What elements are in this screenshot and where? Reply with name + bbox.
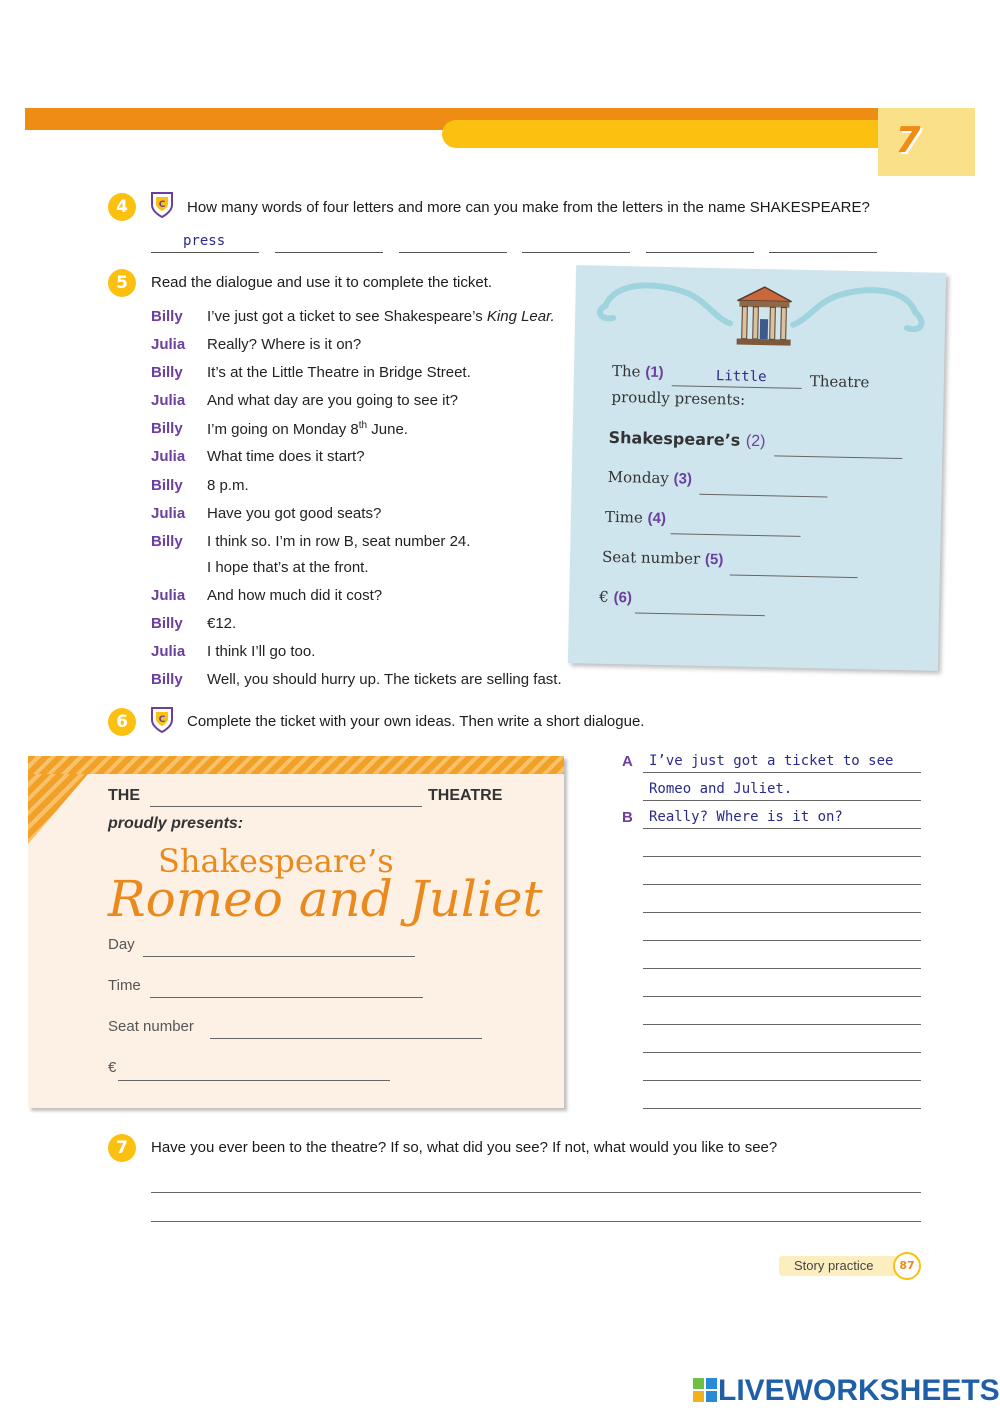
ot-seat: Seat number — [108, 1018, 194, 1035]
question-number-6: 6 — [108, 708, 136, 736]
tb-time: Time — [604, 507, 644, 527]
dialogue-line-text: Well, you should hurry up. The tickets are selling fast. — [207, 671, 562, 688]
ticket-answer-3[interactable] — [699, 476, 827, 498]
ot-the: THE — [108, 787, 140, 804]
ot-presents: proudly presents: — [108, 815, 244, 832]
ot-theatre-name-input[interactable] — [150, 788, 422, 807]
q4-answer-3[interactable] — [399, 232, 507, 253]
dialogue-line — [207, 559, 369, 576]
dialogue-line-6[interactable] — [643, 892, 921, 913]
dialogue-line-sup: th — [358, 420, 368, 431]
dialogue-speaker: Julia — [151, 336, 186, 353]
tb-number-2: (2) — [745, 432, 766, 451]
svg-text:C: C — [158, 715, 166, 725]
dialogue-speaker: Billy — [151, 671, 183, 688]
ticket-answer-4[interactable] — [671, 515, 801, 537]
ticket-answer-5[interactable] — [730, 556, 858, 578]
dialogue-line-13[interactable] — [643, 1088, 921, 1109]
dialogue-speaker: Julia — [151, 587, 186, 604]
ot-shakespeare: Shakespeare’s — [158, 842, 394, 880]
dialogue-speaker: Julia — [151, 448, 186, 465]
dialogue-speaker: Billy — [151, 615, 183, 632]
dialogue-line-text: Have you got good seats? — [207, 505, 382, 522]
q4-answer-2[interactable] — [275, 232, 383, 253]
tb-monday: Monday — [607, 467, 670, 488]
blue-ticket — [568, 265, 946, 671]
q4-answer-6[interactable] — [769, 232, 877, 253]
ticket-answer-2[interactable] — [774, 437, 902, 459]
tb-number-4: (4) — [647, 509, 667, 528]
ot-play-title: Romeo and Juliet — [108, 870, 543, 928]
tb-number-1: (1) — [645, 363, 664, 382]
dialogue-line-text: I hope that’s at the front. — [207, 559, 369, 576]
ticket-stripe — [28, 756, 564, 774]
ot-time-input[interactable] — [150, 979, 423, 998]
dialogue-speaker: Billy — [151, 533, 183, 550]
q4-answer-1-text: press — [183, 233, 226, 249]
q4-instruction: How many words of four letters and more can you make from the letters in the name SHAKESPEARE? — [187, 199, 870, 216]
liveworksheets-logo-icon — [693, 1378, 717, 1402]
question-number-4: 4 — [108, 193, 136, 221]
dialogue-line-2-text: Romeo and Juliet. — [649, 781, 793, 797]
dialogue-line-11[interactable] — [643, 1032, 921, 1053]
dialogue-speaker: Julia — [151, 505, 186, 522]
dialogue-line — [207, 392, 458, 409]
footer-section: Story practice — [794, 1258, 874, 1273]
dialogue-line-text: I’m going on Monday 8 — [207, 421, 359, 438]
ticket-answer-1[interactable] — [672, 367, 802, 389]
dialogue-line — [207, 533, 470, 550]
dialogue-line-3-text: Really? Where is it on? — [649, 809, 843, 825]
dialogue-line-italic: King Lear. — [486, 308, 555, 325]
dialogue-speaker: Billy — [151, 477, 183, 494]
dialogue-line — [207, 308, 555, 325]
ot-day: Day — [108, 936, 135, 953]
dialogue-line — [207, 364, 471, 381]
dialogue-line — [207, 336, 361, 353]
dialogue-line — [207, 420, 408, 438]
tb-euro: € — [599, 587, 610, 606]
tb-presents: proudly presents: — [611, 387, 746, 409]
ot-day-input[interactable] — [143, 938, 415, 957]
tb-theatre: Theatre — [809, 372, 870, 392]
dialogue-line-4[interactable] — [643, 836, 921, 857]
unit-number: 7 — [895, 120, 921, 161]
dialogue-line-2[interactable] — [643, 780, 921, 801]
orange-ticket — [28, 756, 564, 1108]
ot-seat-input[interactable] — [210, 1020, 482, 1039]
q5-instruction: Read the dialogue and use it to complete the ticket. — [151, 274, 493, 291]
dialogue-label-a: A — [622, 753, 633, 770]
q7-answer-line-1[interactable] — [151, 1172, 921, 1193]
svg-text:C: C — [158, 200, 166, 210]
dialogue-line — [207, 505, 381, 522]
tb-number-5: (5) — [704, 550, 724, 569]
ticket-answer-6[interactable] — [635, 594, 765, 616]
dialogue-label-b: B — [622, 809, 633, 826]
dialogue-line — [207, 643, 315, 660]
dialogue-line — [207, 671, 562, 688]
dialogue-speaker: Billy — [151, 308, 183, 325]
ot-euro: € — [108, 1059, 117, 1076]
question-number-7: 7 — [108, 1134, 136, 1162]
dialogue-line-12[interactable] — [643, 1060, 921, 1081]
dialogue-line-after: June. — [367, 421, 408, 438]
ot-time: Time — [108, 977, 141, 994]
dialogue-line-10[interactable] — [643, 1004, 921, 1025]
dialogue-line-1-text: I’ve just got a ticket to see — [649, 753, 894, 769]
q7-instruction: Have you ever been to the theatre? If so, what did you see? If not, what would you like to see? — [151, 1139, 778, 1156]
dialogue-line-3[interactable] — [643, 808, 921, 829]
tb-number-3: (3) — [673, 470, 693, 488]
dialogue-line-text: What time does it start? — [207, 448, 365, 465]
dialogue-speaker: Billy — [151, 364, 183, 381]
dialogue-line — [207, 477, 249, 494]
dialogue-line-text: And what day are you going to see it? — [207, 392, 459, 409]
dialogue-speaker: Julia — [151, 392, 186, 409]
dialogue-line — [207, 587, 382, 604]
dialogue-line-text: €12. — [207, 615, 237, 632]
dialogue-line-text: It’s at the Little Theatre in Bridge Street. — [207, 364, 471, 381]
ticket-answer-1-text: Little — [715, 368, 767, 386]
liveworksheets-brand: LIVEWORKSHEETS — [718, 1374, 1000, 1407]
tb-seat: Seat number — [601, 547, 701, 568]
dialogue-line-text: I’ve just got a ticket to see Shakespeare’s — [207, 308, 487, 325]
theatre-building-icon — [733, 284, 796, 347]
footer-page-number: 87 — [893, 1252, 921, 1280]
dialogue-speaker: Julia — [151, 643, 186, 660]
dialogue-speaker: Billy — [151, 420, 183, 437]
tb-shakespeare: Shakespeare’s — [608, 427, 741, 450]
dialogue-line-text: And how much did it cost? — [207, 587, 383, 604]
q4-answer-4[interactable] — [522, 232, 630, 253]
q4-answer-1[interactable] — [151, 232, 259, 253]
dialogue-line-text: I think so. I’m in row B, seat number 24. — [207, 533, 471, 550]
ot-theatre: THEATRE — [428, 787, 503, 804]
dialogue-line — [207, 448, 365, 465]
dialogue-line-9[interactable] — [643, 976, 921, 997]
q7-answer-line-2[interactable] — [151, 1201, 921, 1222]
tb-number-6: (6) — [613, 589, 633, 607]
dialogue-line-7[interactable] — [643, 920, 921, 941]
dialogue-line-text: 8 p.m. — [207, 477, 249, 494]
question-number-5: 5 — [108, 269, 136, 297]
q4-answer-5[interactable] — [646, 232, 754, 253]
dialogue-line-text: I think I’ll go too. — [207, 643, 316, 660]
dialogue-line-8[interactable] — [643, 948, 921, 969]
dialogue-line-text: Really? Where is it on? — [207, 336, 362, 353]
tb-the: The — [611, 361, 641, 381]
dialogue-line-5[interactable] — [643, 864, 921, 885]
shield-icon — [150, 191, 174, 219]
dialogue-line-1[interactable] — [643, 752, 921, 773]
shield-icon — [150, 706, 174, 734]
q6-instruction: Complete the ticket with your own ideas. Then write a short dialogue. — [187, 713, 645, 730]
ot-price-input[interactable] — [118, 1062, 390, 1081]
dialogue-line — [207, 615, 236, 632]
